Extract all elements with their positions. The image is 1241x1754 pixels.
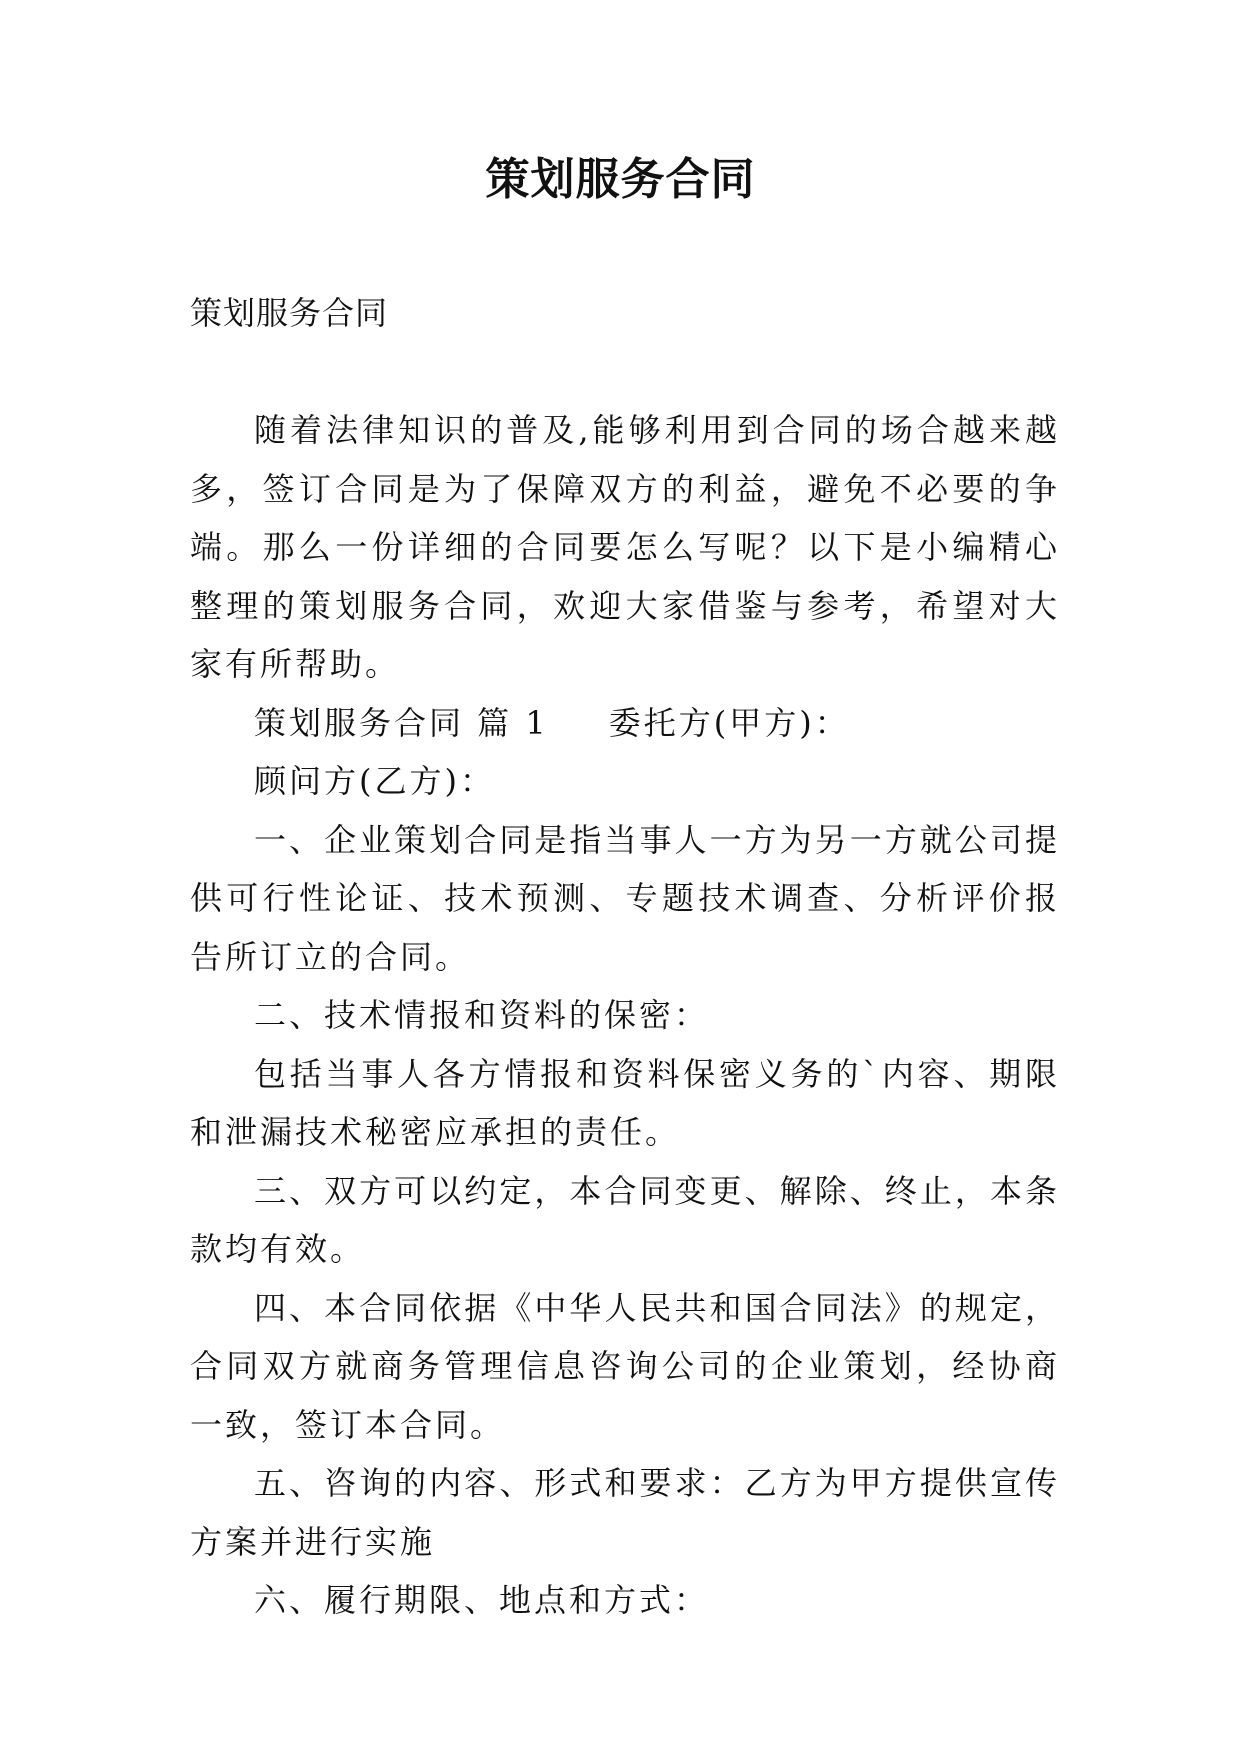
document-body: [190, 292, 1060, 1630]
article-heading: 策划服务合同 篇 1: [254, 703, 549, 742]
clause-4: 四、本合同依据《中华人民共和国合同法》的规定，合同双方就商务管理信息咨询公司的企业策划，经协商一致，签订本合同。: [190, 1288, 1060, 1444]
party-a-label: 委托方(甲方)：: [608, 703, 850, 742]
clause-2-body: 包括当事人各方情报和资料保密义务的`内容、期限和泄漏技术秘密应承担的责任。: [190, 1054, 1060, 1151]
party-b-label: 顾问方(乙方)：: [254, 762, 495, 800]
clause-2-heading: 二、技术情报和资料的保密：: [254, 996, 710, 1034]
clause-5: 五、咨询的内容、形式和要求：乙方为甲方提供宣传方案并进行实施: [190, 1464, 1060, 1561]
intro-paragraph: 随着法律知识的普及,能够利用到合同的场合越来越多，签订合同是为了保障双方的利益，避免不必要的争端。那么一份详细的合同要怎么写呢？以下是小编精心整理的策划服务合同，欢迎大家借鉴与参考，希望对大家有所帮助。: [190, 411, 1060, 683]
clause-6-heading: 六、履行期限、地点和方式：: [254, 1581, 710, 1619]
clause-1: 一、企业策划合同是指当事人一方为另一方就公司提供可行性论证、技术预测、专题技术调查、分析评价报告所订立的合同。: [190, 820, 1060, 976]
article-heading-line: [190, 694, 1060, 753]
clause-3: 三、双方可以约定，本合同变更、解除、终止，本条款均有效。: [190, 1171, 1060, 1268]
blank-line: [190, 334, 1060, 401]
document-title: 策划服务合同: [485, 154, 756, 205]
document-subtitle: 策划服务合同: [190, 294, 389, 332]
